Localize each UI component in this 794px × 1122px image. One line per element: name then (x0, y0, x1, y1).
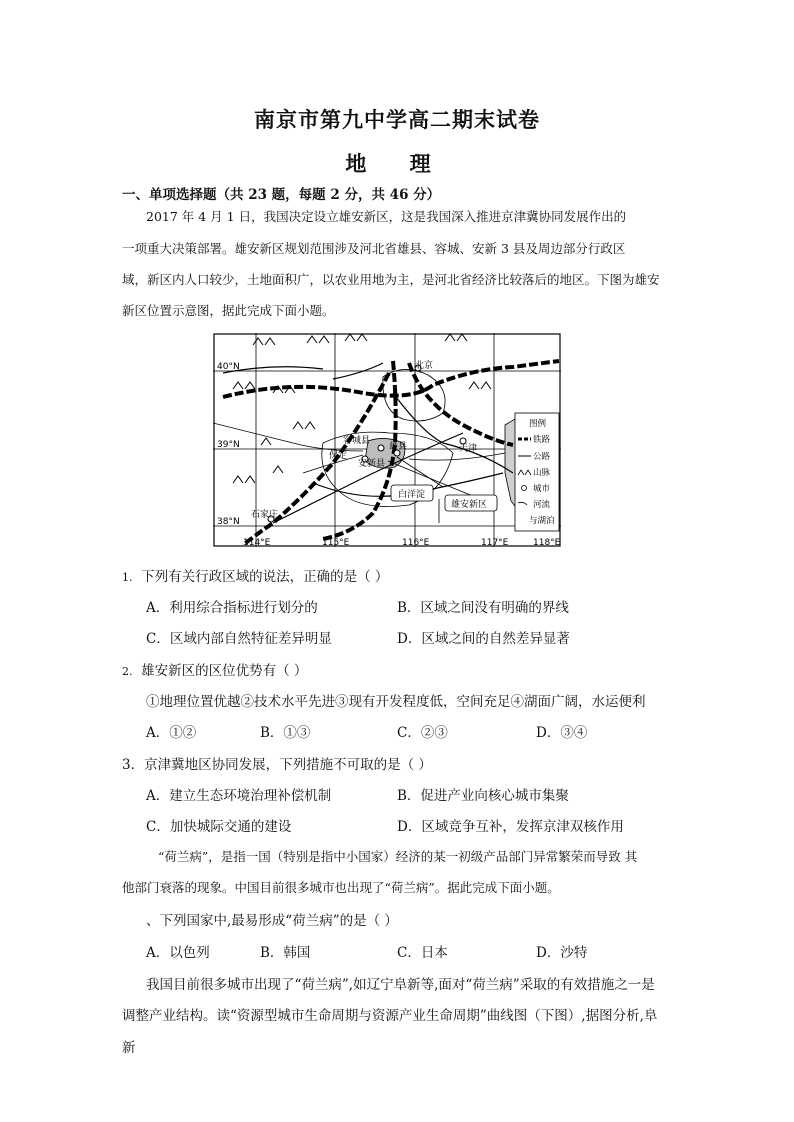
passage3-line-1: 我国目前很多城市出现了“荷兰病”,如辽宁阜新等,面对“荷兰病”采取的有效措施之一是 (146, 977, 655, 993)
legend-river: 河流 (533, 500, 551, 510)
q1-stem-text: 下列有关行政区域的说法，正确的是（ ） (141, 569, 389, 585)
q3-option-c[interactable]: C．加快城际交通的建设 (146, 819, 292, 835)
label-xiongan: 雄安新区 (451, 500, 488, 510)
q1-number: 1. (122, 571, 133, 584)
subject-title (0, 148, 794, 178)
q3-stem: 3．京津冀地区协同发展，下列措施不可取的是（ ） (122, 757, 432, 773)
q2-statement: ①地理位置优越②技术水平先进③现有开发程度低，空间充足④湖面广阔，水运便利 (146, 694, 646, 710)
lon-label-118: 118°E (533, 538, 561, 547)
lat-label-40: 40°N (217, 362, 240, 372)
page-title: 南京市第九中学高二期末试卷 (254, 107, 540, 132)
q3-option-a[interactable]: A．建立生态环境治理补偿机制 (146, 788, 332, 804)
lon-label-114: 114°E (243, 538, 271, 547)
label-beijing: 北京 (415, 361, 434, 371)
legend-mountain: 山脉 (533, 468, 551, 478)
legend-railway: 铁路 (533, 435, 551, 445)
label-xiong: 雄县 (389, 442, 408, 452)
q4-stem: 、下列国家中,最易形成“荷兰病”的是（ ） (146, 913, 398, 929)
xiongan-location-map (213, 333, 561, 547)
q1-option-a[interactable]: A．利用综合指标进行划分的 (146, 600, 318, 616)
q2-stem-text: 雄安新区的区位优势有（ ） (141, 663, 308, 679)
label-tianjin: 天津 (459, 444, 478, 454)
q4-option-b[interactable]: B．韩国 (260, 945, 311, 961)
label-shijiazhuang: 石家庄 (251, 510, 279, 520)
q1-option-b[interactable]: B．区域之间没有明确的界线 (397, 600, 569, 616)
q4-option-a[interactable]: A．以色列 (146, 945, 210, 961)
q1-option-c[interactable]: C．区域内部自然特征差异明显 (146, 631, 332, 647)
lon-label-117: 117°E (481, 538, 509, 547)
passage3-line-2: 调整产业结构。读“资源型城市生命周期与资源产业生命周期”曲线图（下图）,据图分析,阜 (122, 1008, 658, 1024)
q2-stem (122, 659, 307, 679)
label-anxin: 安新县 (358, 459, 386, 469)
q4-option-c[interactable]: C．日本 (397, 945, 448, 961)
legend-title: 图例 (529, 419, 547, 429)
legend-lake: 与湖泊 (529, 516, 555, 526)
lat-label-38: 38°N (217, 517, 240, 527)
lon-label-116: 116°E (402, 538, 430, 547)
label-baoding: 保定 (329, 451, 348, 461)
q3-option-b[interactable]: B．促进产业向核心城市集聚 (397, 788, 569, 804)
passage2-line-2: 他部门衰落的现象。中国目前很多城市也出现了“荷兰病”。据此完成下面小题。 (122, 880, 560, 895)
q2-option-c[interactable]: C．②③ (397, 725, 448, 741)
intro-line-2: 一项重大决策部署。雄安新区规划范围涉及河北省雄县、容城、安新 3 县及周边部分行政区 (122, 241, 626, 256)
passage2-line-1: “荷兰病”，是指一国（特别是指中小国家）经济的某一初级产品部门异常繁荣而导致 其 (158, 849, 638, 864)
q2-option-a[interactable]: A．①② (146, 725, 197, 741)
map-legend (515, 413, 559, 531)
label-rongcheng: 容城县 (343, 436, 371, 446)
q3-option-d[interactable]: D．区域竞争互补，发挥京津双核作用 (397, 819, 624, 835)
passage3-line-3: 新 (122, 1040, 136, 1056)
q4-option-d[interactable]: D．沙特 (536, 945, 588, 961)
intro-line-4: 新区位置示意图，据此完成下面小题。 (122, 303, 335, 318)
q1-option-d[interactable]: D．区域之间的自然差异显著 (397, 631, 570, 647)
subject-text: 地 理 (345, 151, 449, 176)
intro-line-1: 2017 年 4 月 1 日，我国决定设立雄安新区，这是我国深入推进京津冀协同发展作出的 (146, 209, 627, 224)
q2-number: 2. (122, 665, 133, 678)
lon-label-115: 115°E (322, 538, 350, 547)
intro-line-3: 域，新区内人口较少，土地面积广，以农业用地为主，是河北省经济比较落后的地区。下图为雄安 (122, 272, 660, 287)
q2-option-b[interactable]: B．①③ (260, 725, 311, 741)
label-baiyangdian: 白洋淀 (398, 490, 426, 500)
section-heading: 一、单项选择题（共 23 题，每题 2 分，共 46 分） (122, 187, 441, 203)
lat-label-39: 39°N (217, 440, 240, 450)
q2-option-d[interactable]: D．③④ (536, 725, 588, 741)
legend-city: 城市 (533, 484, 551, 494)
legend-road: 公路 (533, 452, 551, 462)
q1-stem (122, 565, 388, 585)
